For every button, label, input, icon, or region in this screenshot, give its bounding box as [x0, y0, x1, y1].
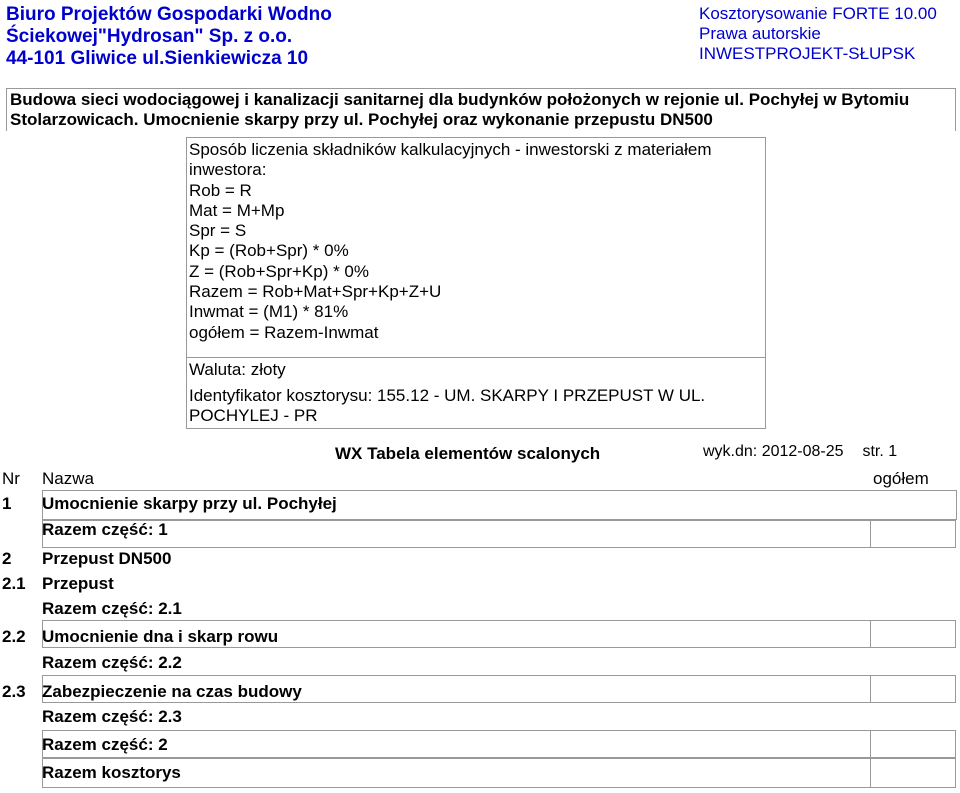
estimate-identifier: Identyfikator kosztorysu: 155.12 - UM. SKARPY I PRZEPUST W UL. POCHYLEJ - PR [189, 386, 706, 425]
method-line: Kp = (Rob+Spr) * 0% [189, 241, 349, 261]
row-name: Przepust [42, 574, 114, 593]
method-line: Spr = S [189, 221, 247, 241]
row-name: Zabezpieczenie na czas budowy [42, 682, 302, 701]
page-number: str. 1 [862, 443, 898, 460]
company-name-line-2: Ściekowej"Hydrosan" Sp. z o.o. [6, 26, 293, 47]
method-line: Mat = M+Mp [189, 200, 285, 220]
company-name-line-1: Biuro Projektów Gospodarki Wodno [6, 4, 332, 25]
table-cell-border [870, 520, 956, 548]
row-number: 2.3 [2, 682, 26, 701]
company-address: 44-101 Gliwice ul.Sienkiewicza 10 [6, 48, 309, 69]
column-header-nr: Nr [2, 469, 20, 488]
row-name: Przepust DN500 [42, 549, 172, 568]
table-cell-border [870, 620, 956, 648]
project-title: Budowa sieci wodociągowej i kanalizacji sanitarnej dla budynków położonych w rejonie ul. Pochyłej w Bytomiu Stolarzowicach. Umocnienie skarpy przy ul. Pochyłej oraz wykonanie przepustu DN500 [6, 88, 956, 131]
method-line: Z = (Rob+Spr+Kp) * 0% [189, 261, 370, 281]
subtotal-label: Razem część: 1 [42, 520, 168, 539]
subtotal-label: Razem część: 2.2 [42, 653, 182, 672]
subtotal-label: Razem kosztorys [42, 763, 181, 782]
copyright-label: Prawa autorskie [699, 24, 821, 43]
subtotal-label: Razem część: 2.1 [42, 599, 182, 618]
subtotal-label: Razem część: 2.3 [42, 707, 182, 726]
currency-label: Waluta: złoty [189, 360, 286, 379]
table-cell-border [870, 675, 956, 703]
row-number: 2 [2, 549, 12, 568]
method-divider [187, 357, 765, 358]
table-cell-border [870, 730, 956, 758]
method-line: inwestora: [189, 160, 267, 180]
copyright-owner: INWESTPROJEKT-SŁUPSK [699, 44, 916, 63]
column-header-name: Nazwa [42, 469, 94, 488]
table-meta [703, 443, 897, 461]
calculation-method-box [186, 137, 766, 429]
method-line: Inwmat = (M1) * 81% [189, 302, 349, 322]
row-name: Umocnienie dna i skarp rowu [42, 627, 279, 646]
column-header-total: ogółem [873, 469, 929, 488]
row-number: 2.2 [2, 627, 26, 646]
method-line: Razem = Rob+Mat+Spr+Kp+Z+U [189, 282, 442, 302]
table-title: WX Tabela elementów scalonych [335, 444, 601, 463]
software-name: Kosztorysowanie FORTE 10.00 [699, 4, 937, 23]
company-header [6, 4, 332, 70]
execution-date: wyk.dn: 2012-08-25 [703, 443, 844, 460]
row-number: 1 [2, 494, 12, 513]
subtotal-label: Razem część: 2 [42, 735, 168, 754]
software-header [699, 4, 937, 64]
table-cell-border [870, 758, 956, 788]
method-line: Rob = R [189, 180, 252, 200]
method-line: ogółem = Razem-Inwmat [189, 322, 379, 342]
row-name: Umocnienie skarpy przy ul. Pochyłej [42, 494, 337, 513]
method-line: Sposób liczenia składników kalkulacyjnych - inwestorski z materiałem [189, 140, 712, 159]
row-number: 2.1 [2, 574, 26, 593]
